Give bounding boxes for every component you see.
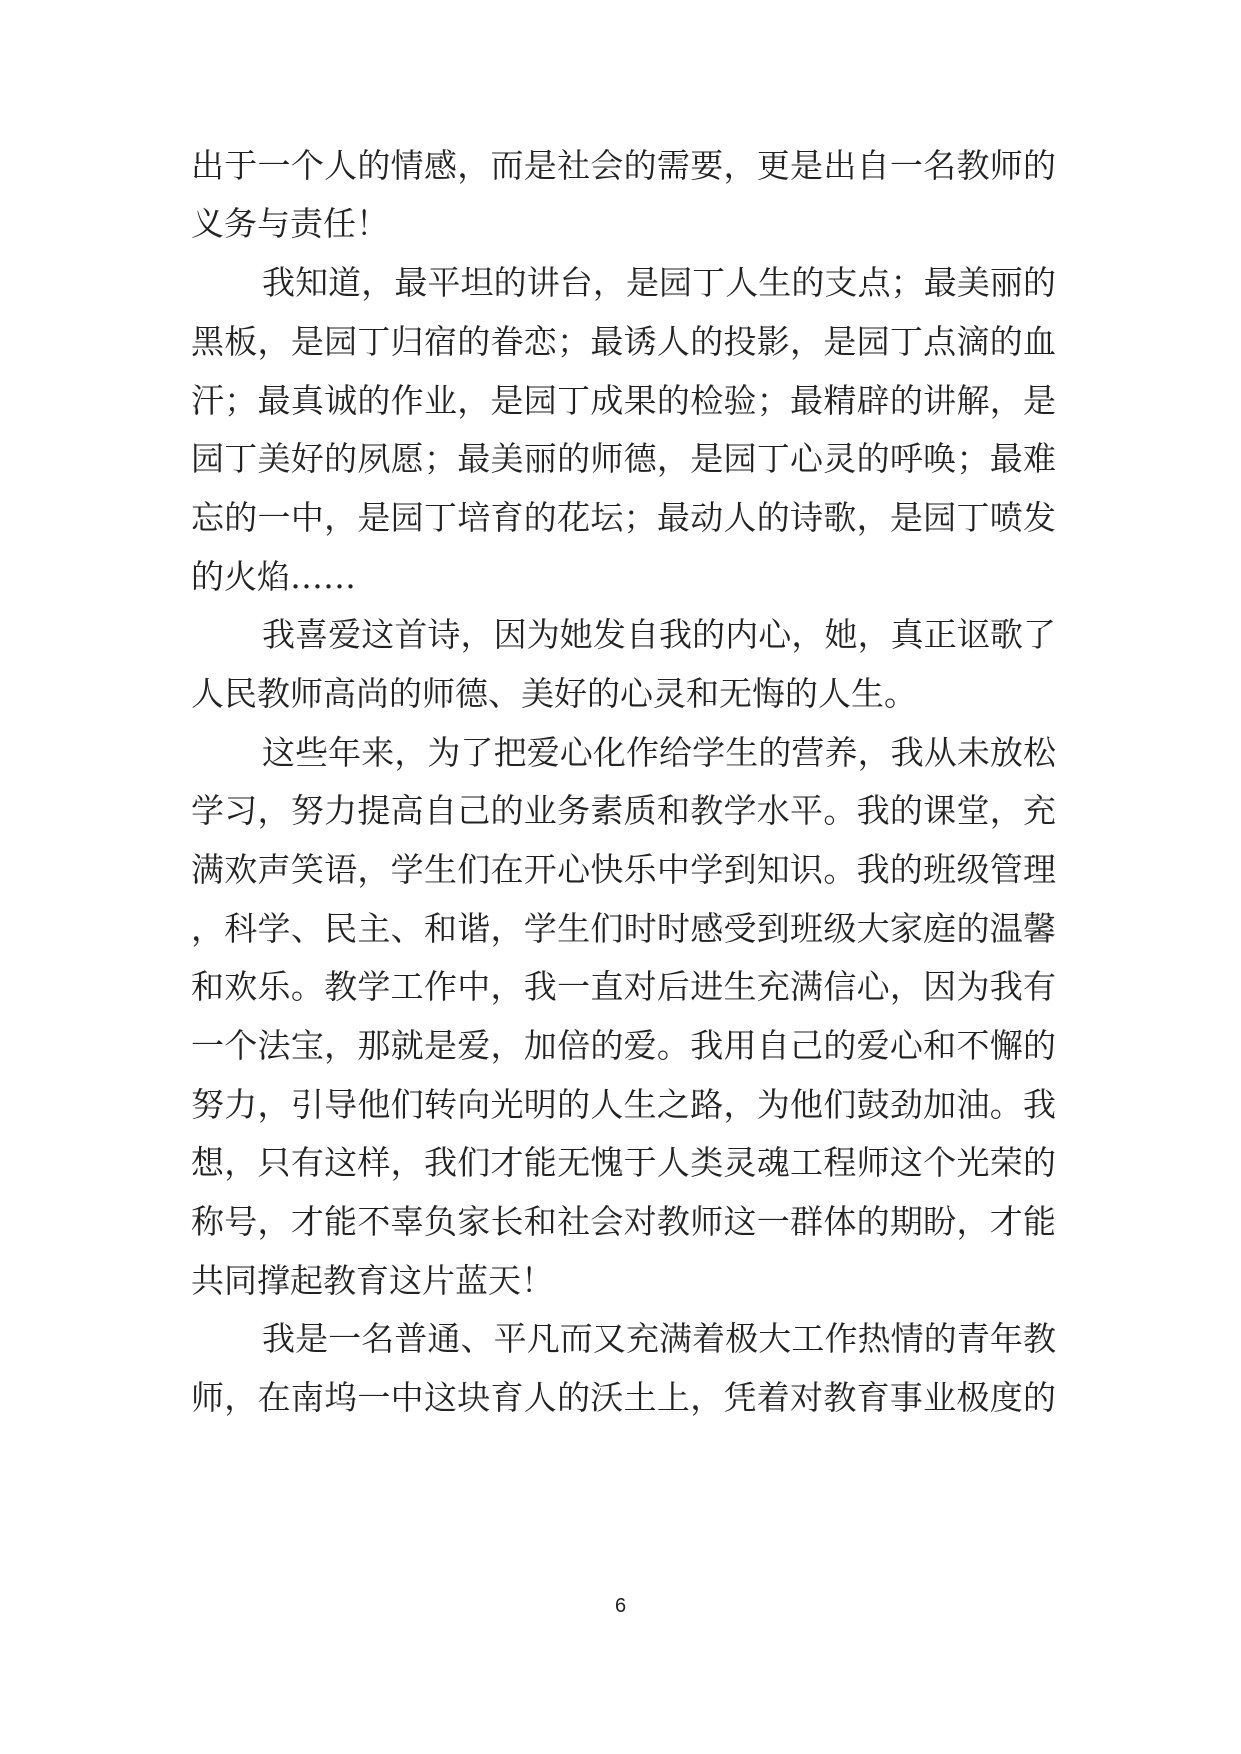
text-line: 忘的一中，是园丁培育的花坛；最动人的诗歌，是园丁喷发 bbox=[191, 498, 1056, 537]
paragraph-start-line: 我喜爱这首诗，因为她发自我的内心，她，真正讴歌了 bbox=[262, 615, 1056, 654]
paragraph-start-line: 我知道，最平坦的讲台，是园丁人生的支点；最美丽的 bbox=[262, 263, 1056, 302]
text-line: 的火焰…… bbox=[191, 557, 356, 596]
text-line: 出于一个人的情感，而是社会的需要，更是出自一名教师的 bbox=[191, 146, 1056, 185]
text-line: 和欢乐。教学工作中，我一直对后进生充满信心，因为我有 bbox=[191, 967, 1056, 1006]
text-line: 共同撑起教育这片蓝天！ bbox=[191, 1261, 554, 1300]
text-line: 满欢声笑语，学生们在开心快乐中学到知识。我的班级管理 bbox=[191, 850, 1056, 889]
text-line: 义务与责任！ bbox=[191, 204, 389, 243]
paragraph-start-line: 我是一名普通、平凡而又充满着极大工作热情的青年教 bbox=[262, 1319, 1056, 1358]
text-line: 努力，引导他们转向光明的人生之路，为他们鼓劲加油。我 bbox=[191, 1085, 1056, 1124]
text-line: 称号，才能不辜负家长和社会对教师这一群体的期盼，才能 bbox=[191, 1202, 1056, 1241]
text-line: 黑板，是园丁归宿的眷恋；最诱人的投影，是园丁点滴的血 bbox=[191, 322, 1056, 361]
page-number: 6 bbox=[614, 1595, 627, 1617]
text-line: 园丁美好的夙愿；最美丽的师德，是园丁心灵的呼唤；最难 bbox=[191, 439, 1056, 478]
paragraph-start-line: 这些年来，为了把爱心化作给学生的营养，我从未放松 bbox=[262, 733, 1056, 772]
text-line: 学习，努力提高自己的业务素质和教学水平。我的课堂，充 bbox=[191, 791, 1056, 830]
text-line: 想，只有这样，我们才能无愧于人类灵魂工程师这个光荣的 bbox=[191, 1143, 1056, 1182]
text-line: 一个法宝，那就是爱，加倍的爱。我用自己的爱心和不懈的 bbox=[191, 1026, 1056, 1065]
text-line: 师，在南坞一中这块育人的沃土上，凭着对教育事业极度的 bbox=[191, 1378, 1056, 1417]
text-line: 人民教师高尚的师德、美好的心灵和无悔的人生。 bbox=[191, 674, 917, 713]
text-line: ，科学、民主、和谐，学生们时时感受到班级大家庭的温馨 bbox=[191, 909, 1056, 948]
text-line: 汗；最真诚的作业，是园丁成果的检验；最精辟的讲解，是 bbox=[191, 381, 1056, 420]
